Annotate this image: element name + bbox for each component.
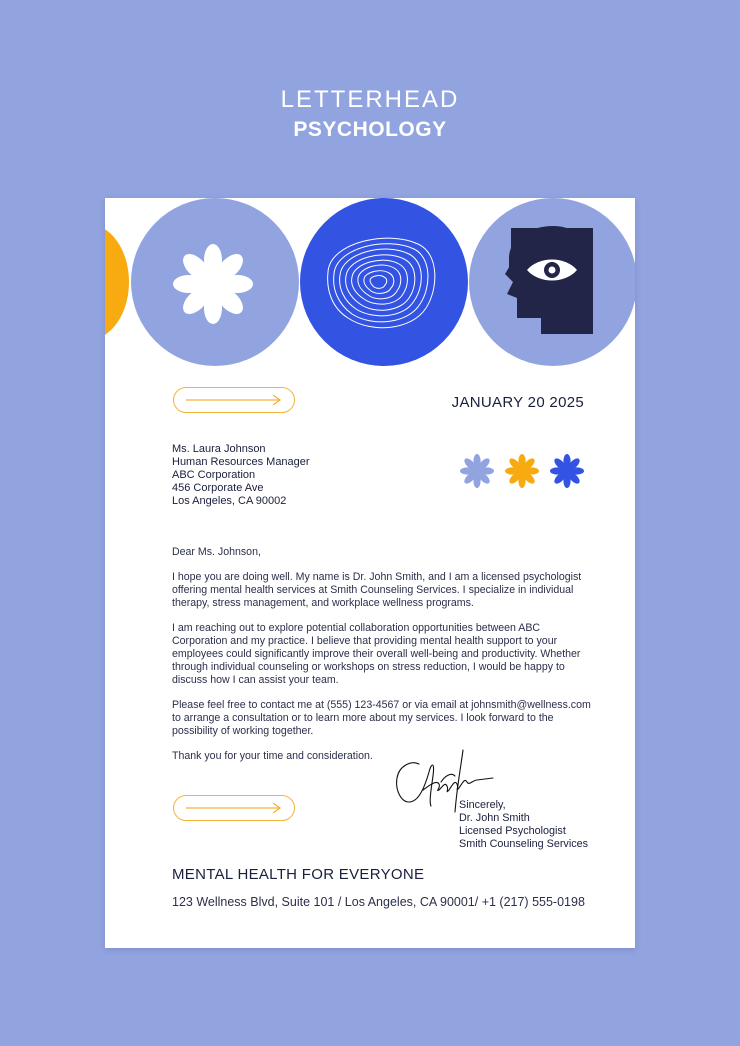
recipient-company: ABC Corporation <box>172 469 256 481</box>
page-subtitle: PSYCHOLOGY <box>293 118 447 141</box>
recipient-street: 456 Corporate Ave <box>172 482 264 494</box>
letter-paragraph: I am reaching out to explore potential collaboration opportunities between ABC Corporation and my practice. I believe that providing mental health support to your employees could significantly improve their overall well-being and productivity. Whether through individual counseling or workshops on stress reduction, I would be happy to discuss how I can assist your team. <box>172 622 581 686</box>
yellow-flower-icon <box>505 454 539 488</box>
letter-paragraph: I hope you are doing well. My name is Dr. John Smith, and I am a licensed psychologist offering mental health services at Smith Counseling Services. I specialize in individual therapy, stress management, and workplace wellness programs. <box>172 571 582 609</box>
arrow-right-icon <box>186 394 284 406</box>
head-circle <box>469 198 635 366</box>
decorative-flowers <box>460 453 590 489</box>
recipient-address <box>172 443 310 508</box>
letterhead-sheet <box>105 198 635 948</box>
closing-salutation: Sincerely, <box>459 799 506 811</box>
recipient-city: Los Angeles, CA 90002 <box>172 495 287 507</box>
letter-date: JANUARY 20 2025 <box>451 394 584 411</box>
white-flower-icon <box>131 198 299 366</box>
letter-greeting: Dear Ms. Johnson, <box>172 546 261 558</box>
sender-title: Licensed Psychologist <box>459 825 566 837</box>
letter-closing <box>459 799 588 851</box>
footer-slogan: MENTAL HEALTH FOR EVERYONE <box>172 866 425 883</box>
flower-circle <box>131 198 299 366</box>
letter-body <box>172 546 592 775</box>
letter-paragraph: Please feel free to contact me at (555) 123-4567 or via email at johnsmith@wellness.com to arrange a consultation or to learn more about my services. I look forward to the possibility of working together. <box>172 699 591 737</box>
letter-paragraph: Thank you for your time and consideration. <box>172 750 373 762</box>
decorative-arrow-pill <box>173 387 295 413</box>
periwinkle-flower-icon <box>460 454 494 488</box>
recipient-name: Ms. Laura Johnson <box>172 443 266 455</box>
head-eye-icon <box>469 198 635 366</box>
decorative-arrow-pill <box>173 795 295 821</box>
recipient-title: Human Resources Manager <box>172 456 310 468</box>
contour-lines-icon <box>300 198 468 366</box>
yellow-semicircle <box>105 224 129 340</box>
sender-name: Dr. John Smith <box>459 812 530 824</box>
arrow-right-icon <box>186 802 284 814</box>
sender-organization: Smith Counseling Services <box>459 838 589 850</box>
footer-address: 123 Wellness Blvd, Suite 101 / Los Angeles, CA 90001/ +1 (217) 555-0198 <box>172 895 585 909</box>
contour-circle <box>300 198 468 366</box>
page-title: LETTERHEAD <box>280 86 460 113</box>
blue-flower-icon <box>550 454 584 488</box>
